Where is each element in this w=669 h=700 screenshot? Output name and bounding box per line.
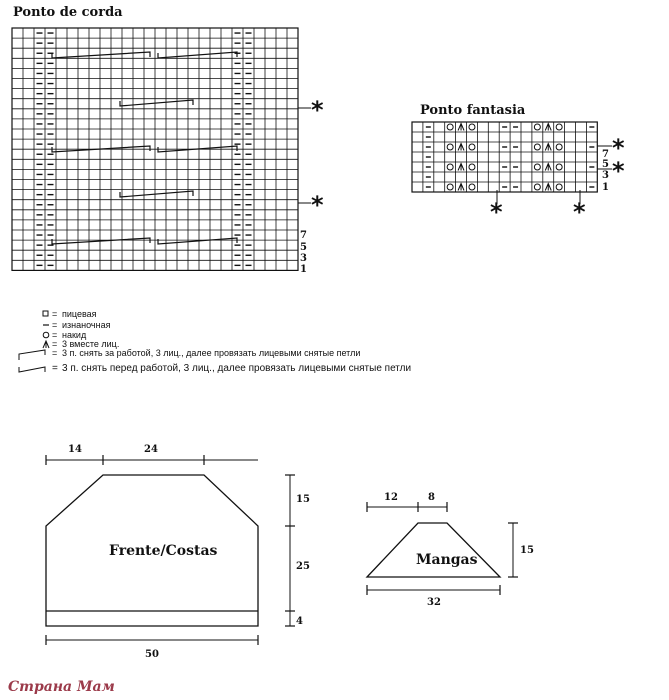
schematic-front-back (46, 444, 310, 660)
legend-eq: = (52, 363, 58, 374)
fantasia-row-label: 1 (602, 182, 609, 193)
legend-item (19, 348, 360, 360)
dim-label-top-left: 14 (68, 444, 82, 455)
title-ponto-fantasia: Ponto fantasia (420, 103, 526, 118)
yarn-over-circle-icon (556, 184, 562, 190)
front-back-label: Frente/Costas (109, 543, 218, 559)
yarn-over-circle-icon (556, 164, 562, 170)
dim-label-bottom: 50 (145, 649, 159, 660)
symbol-legend (19, 309, 411, 374)
corda-repeat-marker: * (311, 191, 324, 219)
legend-eq: = (52, 320, 58, 330)
k3tog-icon (458, 144, 464, 151)
cable-cross-icon (120, 100, 193, 106)
legend-item (43, 309, 97, 319)
fantasia-repeat-marker: * (612, 157, 625, 185)
dim-label-right-middle: 25 (296, 561, 310, 572)
sleeve-outline (367, 523, 500, 577)
corda-row-label: 7 (300, 230, 307, 241)
legend-text: пицевая (62, 309, 97, 319)
fantasia-repeat-marker: * (490, 198, 503, 226)
corda-row-label: 3 (300, 253, 307, 264)
legend-item (19, 362, 411, 374)
k3tog-icon (545, 184, 551, 191)
schematic-sleeve (367, 492, 534, 608)
legend-eq: = (52, 330, 58, 340)
fantasia-repeat-marker: * (573, 198, 586, 226)
yarn-over-circle-icon (556, 124, 562, 130)
dim-label-top-right: 8 (428, 492, 435, 503)
yarn-over-circle-icon (534, 184, 540, 190)
yarn-over-circle-icon (469, 124, 475, 130)
watermark-text: Страна Мам (8, 679, 115, 695)
fantasia-repeat-marker: * (612, 134, 625, 162)
k3tog-icon (458, 184, 464, 191)
yarn-over-circle-icon (447, 164, 453, 170)
chart-ponto-de-corda (12, 28, 298, 270)
dim-label-right-upper: 15 (296, 494, 310, 505)
k3tog-icon (43, 341, 49, 348)
yarn-over-circle-icon (534, 144, 540, 150)
fantasia-row-labels (602, 149, 609, 193)
corda-row-label: 5 (300, 242, 307, 253)
corda-row-label: 1 (300, 264, 307, 275)
fantasia-row-label: 5 (602, 159, 609, 170)
dim-label-right-lower: 4 (296, 616, 303, 627)
fantasia-row-label: 7 (602, 149, 609, 160)
legend-text: изнаночная (62, 320, 111, 330)
k3tog-icon (545, 144, 551, 151)
legend-eq: = (52, 339, 58, 349)
yarn-over-circle-icon (469, 144, 475, 150)
cable-back-icon (19, 350, 45, 360)
k3tog-icon (545, 164, 551, 171)
k3tog-icon (545, 124, 551, 131)
corda-row-labels (300, 230, 307, 275)
dim-label-bottom: 32 (427, 597, 441, 608)
yarn-over-circle-icon (556, 144, 562, 150)
fantasia-row-label: 3 (602, 170, 609, 181)
yarn-over-circle-icon (534, 124, 540, 130)
chart-ponto-fantasia (412, 122, 597, 192)
legend-text: 3 вместе лиц. (62, 339, 120, 349)
dim-label-top-center: 24 (144, 444, 158, 455)
legend-item (43, 320, 111, 330)
yarn-over-circle-icon (447, 184, 453, 190)
cable-cross-icon (120, 191, 193, 197)
legend-eq: = (52, 309, 58, 319)
yarn-over-circle-icon (534, 164, 540, 170)
yarn-over-circle-icon (469, 164, 475, 170)
k3tog-icon (458, 124, 464, 131)
knit-square-icon (43, 311, 48, 316)
yarn-over-circle-icon (447, 124, 453, 130)
dim-label-right: 15 (520, 545, 534, 556)
cable-front-icon (19, 367, 45, 372)
legend-text: 3 п. снять перед работой, 3 лиц., далее провязать лицевыми снятые петли (62, 363, 412, 374)
k3tog-icon (458, 164, 464, 171)
legend-eq: = (52, 348, 58, 358)
fantasia-border (412, 122, 597, 192)
yarn-over-circle-icon (43, 332, 49, 338)
cable-cross-icon (158, 52, 237, 58)
corda-repeat-marker: * (311, 96, 324, 124)
sleeve-label: Mangas (416, 552, 478, 568)
legend-text: 3 п. снять за работой, 3 лиц., далее провязать лицевыми снятые петли (62, 348, 361, 358)
cable-cross-icon (158, 238, 237, 244)
yarn-over-circle-icon (447, 144, 453, 150)
dim-label-top-left: 12 (384, 492, 398, 503)
legend-text: накид (62, 330, 87, 340)
yarn-over-circle-icon (469, 184, 475, 190)
title-ponto-de-corda: Ponto de corda (13, 5, 123, 20)
